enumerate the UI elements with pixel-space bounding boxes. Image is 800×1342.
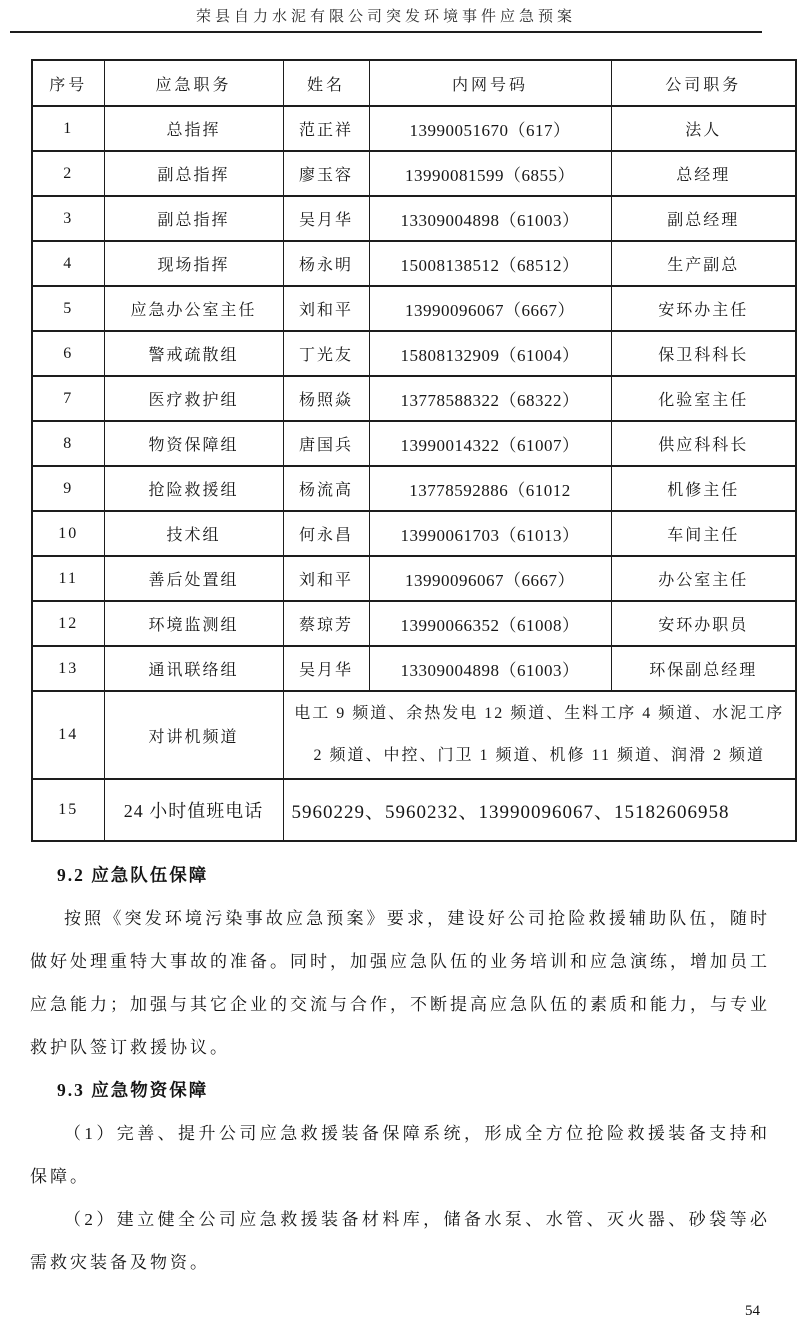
table-row	[32, 646, 796, 691]
row-name: 唐国兵	[283, 421, 369, 466]
row-no: 5	[32, 286, 104, 331]
row-no: 2	[32, 151, 104, 196]
body-text	[30, 854, 770, 1284]
row-phone: 13309004898（61003）	[369, 196, 611, 241]
row-role: 物资保障组	[104, 421, 283, 466]
emergency-contacts-table	[31, 59, 797, 842]
row-title: 化验室主任	[611, 376, 796, 421]
duty-phones-cell: 5960229、5960232、13990096067、15182606958	[283, 779, 796, 841]
row-no: 1	[32, 106, 104, 151]
row-name: 杨流高	[283, 466, 369, 511]
row-phone: 13990066352（61008）	[369, 601, 611, 646]
table-row	[32, 286, 796, 331]
radio-channels-line2: 2 频道、中控、门卫 1 频道、机修 11 频道、润滑 2 频道	[313, 747, 765, 764]
row-title: 总经理	[611, 151, 796, 196]
row-phone: 15008138512（68512）	[369, 241, 611, 286]
row-role: 总指挥	[104, 106, 283, 151]
table-row-radio-channels	[32, 691, 796, 779]
row-title: 生产副总	[611, 241, 796, 286]
document-header	[10, 0, 762, 33]
row-role: 医疗救护组	[104, 376, 283, 421]
col-header-name: 姓名	[283, 60, 369, 106]
row-no: 12	[32, 601, 104, 646]
row-role: 警戒疏散组	[104, 331, 283, 376]
row-phone: 13990096067（6667）	[369, 286, 611, 331]
row-phone: 13309004898（61003）	[369, 646, 611, 691]
row-name: 范正祥	[283, 106, 369, 151]
row-no: 7	[32, 376, 104, 421]
table-row	[32, 421, 796, 466]
row-name: 吴月华	[283, 646, 369, 691]
row-title: 机修主任	[611, 466, 796, 511]
table-row	[32, 196, 796, 241]
col-header-role: 应急职务	[104, 60, 283, 106]
table-row	[32, 466, 796, 511]
row-phone: 13990061703（61013）	[369, 511, 611, 556]
row-title: 车间主任	[611, 511, 796, 556]
row-phone: 13990096067（6667）	[369, 556, 611, 601]
table-header-row	[32, 60, 796, 106]
row-no: 10	[32, 511, 104, 556]
row-name: 蔡琼芳	[283, 601, 369, 646]
table-row	[32, 556, 796, 601]
row-name: 何永昌	[283, 511, 369, 556]
table-row	[32, 151, 796, 196]
row-no: 9	[32, 466, 104, 511]
row-name: 廖玉容	[283, 151, 369, 196]
table-row	[32, 511, 796, 556]
table-row	[32, 601, 796, 646]
row-title: 安环办职员	[611, 601, 796, 646]
col-header-no: 序号	[32, 60, 104, 106]
page-number: 54	[745, 1303, 760, 1319]
row-no: 4	[32, 241, 104, 286]
row-phone: 13990081599（6855）	[369, 151, 611, 196]
row-phone: 13778588322（68322）	[369, 376, 611, 421]
row-role: 抢险救援组	[104, 466, 283, 511]
section-9-3-paragraph-2: （2）建立健全公司应急救援装备材料库，储备水泵、水管、灭火器、砂袋等必需救灾装备及物资。	[30, 1210, 770, 1272]
row-no: 14	[32, 691, 104, 779]
row-no: 13	[32, 646, 104, 691]
table-row	[32, 106, 796, 151]
section-9-2-paragraph: 按照《突发环境污染事故应急预案》要求，建设好公司抢险救援辅助队伍，随时做好处理重特大事故的准备。同时，加强应急队伍的业务培训和应急演练，增加员工应急能力；加强与其它企业的交流与合作，不断提高应急队伍的素质和能力，与专业救护队签订救援协议。	[30, 909, 770, 1057]
radio-channels-line1: 电工 9 频道、余热发电 12 频道、生料工序 4 频道、水泥工序	[294, 705, 785, 722]
row-no: 11	[32, 556, 104, 601]
row-title: 安环办主任	[611, 286, 796, 331]
table-row	[32, 331, 796, 376]
section-heading-9-2: 9.2 应急队伍保障	[57, 865, 209, 885]
radio-channels-cell	[283, 691, 796, 779]
row-phone: 13778592886（61012	[369, 466, 611, 511]
table-row	[32, 241, 796, 286]
row-role: 副总指挥	[104, 196, 283, 241]
row-no: 8	[32, 421, 104, 466]
row-title: 环保副总经理	[611, 646, 796, 691]
row-role: 副总指挥	[104, 151, 283, 196]
row-role: 现场指挥	[104, 241, 283, 286]
row-name: 杨照焱	[283, 376, 369, 421]
table-row-duty-phones	[32, 779, 796, 841]
row-role: 通讯联络组	[104, 646, 283, 691]
table-row	[32, 376, 796, 421]
row-title: 保卫科科长	[611, 331, 796, 376]
row-phone: 15808132909（61004）	[369, 331, 611, 376]
row-role: 24 小时值班电话	[104, 779, 283, 841]
row-name: 刘和平	[283, 556, 369, 601]
row-name: 丁光友	[283, 331, 369, 376]
row-title: 法人	[611, 106, 796, 151]
row-no: 3	[32, 196, 104, 241]
row-name: 吴月华	[283, 196, 369, 241]
row-name: 刘和平	[283, 286, 369, 331]
row-title: 供应科科长	[611, 421, 796, 466]
row-phone: 13990051670（617）	[369, 106, 611, 151]
row-name: 杨永明	[283, 241, 369, 286]
col-header-phone: 内网号码	[369, 60, 611, 106]
row-role: 技术组	[104, 511, 283, 556]
row-no: 15	[32, 779, 104, 841]
row-phone: 13990014322（61007）	[369, 421, 611, 466]
row-title: 办公室主任	[611, 556, 796, 601]
row-role: 对讲机频道	[104, 691, 283, 779]
row-no: 6	[32, 331, 104, 376]
section-heading-9-3: 9.3 应急物资保障	[57, 1080, 209, 1100]
section-9-3-paragraph-1: （1）完善、提升公司应急救援装备保障系统，形成全方位抢险救援装备支持和保障。	[30, 1124, 770, 1186]
row-role: 善后处置组	[104, 556, 283, 601]
document-title: 荣县自力水泥有限公司突发环境事件应急预案	[195, 9, 576, 25]
row-title: 副总经理	[611, 196, 796, 241]
row-role: 应急办公室主任	[104, 286, 283, 331]
col-header-title: 公司职务	[611, 60, 796, 106]
row-role: 环境监测组	[104, 601, 283, 646]
